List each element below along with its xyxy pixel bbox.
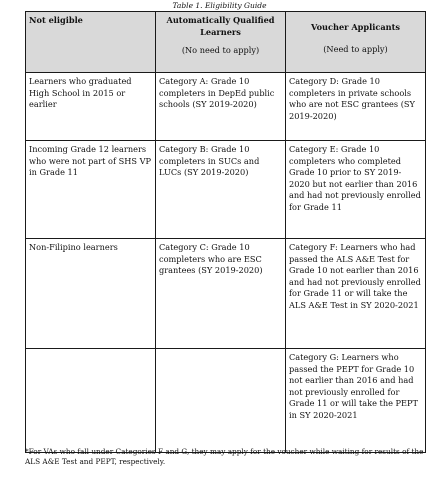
table-row [26, 349, 426, 453]
cell-not-eligible: Learners who graduated High School in 2015 or earlier [26, 73, 156, 141]
cell-auto-qualified: Category C: Grade 10 completers who are ESC grantees (SY 2019-2020) [156, 239, 286, 349]
cell-voucher-applicant: Category F: Learners who had passed the ALS A&E Test for Grade 10 not earlier than 2016 and had not previously enrolled for Grade 11 or will take the ALS A&E Test in SY 2020-2021 [286, 239, 426, 349]
cell-auto-qualified [156, 349, 286, 453]
cell-auto-qualified: Category B: Grade 10 completers in SUCs and LUCs (SY 2019-2020) [156, 141, 286, 239]
header-not-eligible: Not eligible [26, 12, 156, 73]
cell-auto-qualified: Category A: Grade 10 completers in DepEd public schools (SY 2019-2020) [156, 73, 286, 141]
cell-voucher-applicant: Category D: Grade 10 completers in private schools who are not ESC grantees (SY 2019-2020) [286, 73, 426, 141]
table-row [26, 73, 426, 141]
table-row [26, 239, 426, 349]
cell-voucher-applicant: Category G: Learners who passed the PEPT for Grade 10 not earlier than 2016 and had not previously enrolled for Grade 11 or will take the PEPT in SY 2020-2021 [286, 349, 426, 453]
header-voucher-applicants [286, 12, 426, 73]
table-header-row [26, 12, 426, 73]
header-voucher-applicants-subtitle: (Need to apply) [323, 43, 388, 54]
cell-not-eligible: Non-Filipino learners [26, 239, 156, 349]
header-auto-qualified [156, 12, 286, 73]
table-caption: Table 1. Eligibility Guide [172, 1, 267, 10]
table-row [26, 141, 426, 239]
footnote: *For VAs who fall under Categories F and G, they may apply for the voucher while waiting for results of the ALS A&E Test and PEPT, respectively. [25, 447, 424, 466]
eligibility-table [25, 11, 426, 453]
header-voucher-applicants-title: Voucher Applicants [311, 22, 400, 32]
cell-voucher-applicant: Category E: Grade 10 completers who completed Grade 10 prior to SY 2019-2020 but not earlier than 2016 and had not previously enrolled for Grade 11 [286, 141, 426, 239]
cell-not-eligible: Incoming Grade 12 learners who were not part of SHS VP in Grade 11 [26, 141, 156, 239]
cell-not-eligible [26, 349, 156, 453]
header-auto-qualified-title: Automatically Qualified Learners [166, 15, 275, 37]
header-auto-qualified-subtitle: (No need to apply) [181, 45, 260, 55]
